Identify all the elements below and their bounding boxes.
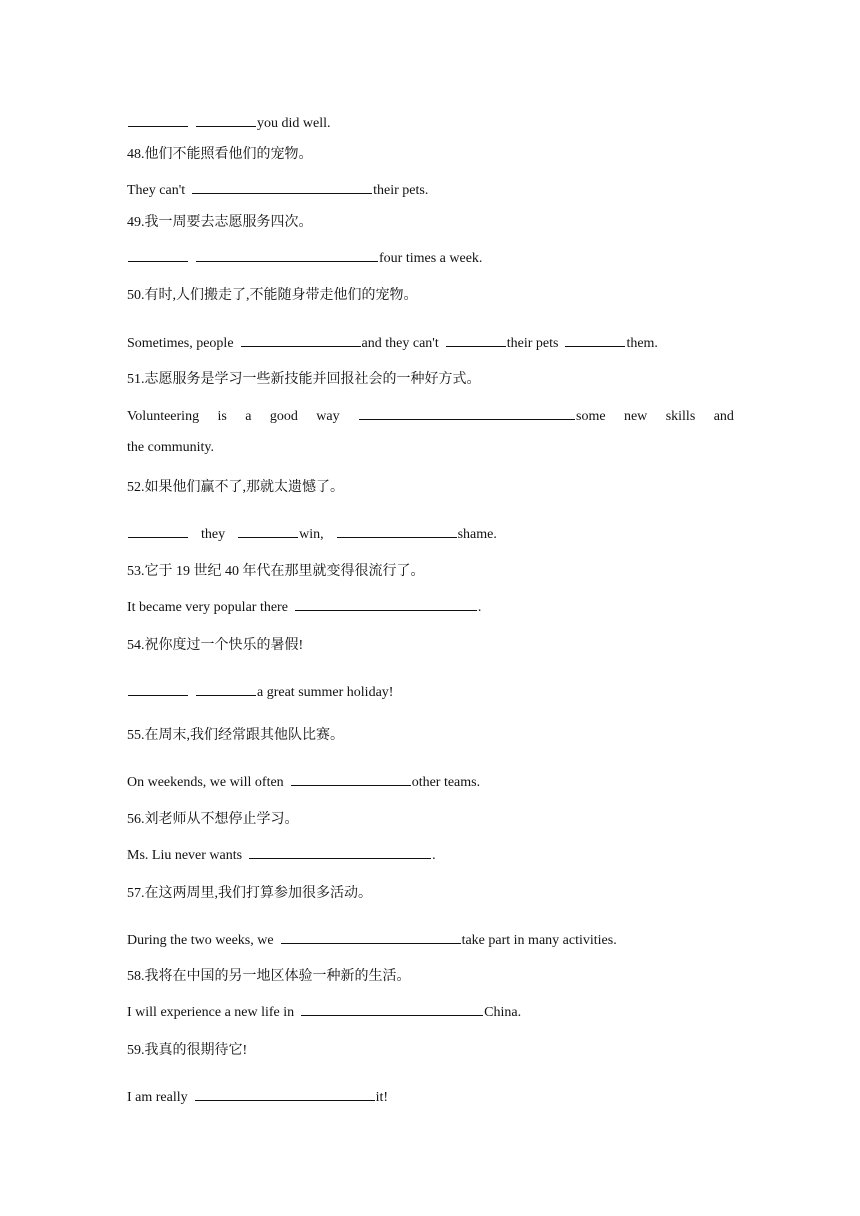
blank[interactable] — [241, 332, 361, 347]
answer-text: you did well. — [257, 116, 331, 131]
english-text: them. — [626, 336, 658, 351]
chinese-prompt: 我真的很期待它! — [144, 1043, 248, 1058]
blank[interactable] — [359, 405, 575, 420]
question-number: 48. — [127, 147, 145, 162]
english-text: shame. — [457, 527, 497, 542]
answer-line-50 — [127, 332, 734, 354]
english-word: new — [623, 409, 648, 424]
english-text: it! — [375, 1090, 389, 1105]
english-word: is — [217, 409, 227, 424]
question-number: 53. — [127, 564, 145, 579]
english-word: skills — [665, 409, 696, 424]
blank[interactable] — [301, 1001, 483, 1016]
blank[interactable] — [128, 681, 188, 696]
question-number: 55. — [127, 728, 145, 743]
answer-line-52 — [127, 523, 734, 545]
answer-line-48 — [127, 179, 734, 201]
question-54-chinese — [127, 636, 734, 656]
english-text: a great summer holiday! — [257, 685, 394, 700]
english-word: and — [713, 409, 734, 424]
answer-line-55 — [127, 771, 734, 793]
english-text: Sometimes, people — [127, 336, 234, 351]
answer-line-53 — [127, 596, 734, 618]
question-57-chinese — [127, 884, 734, 904]
blank[interactable] — [128, 247, 188, 262]
question-number: 52. — [127, 480, 145, 495]
answer-line-57 — [127, 929, 734, 951]
answer-line-49 — [127, 247, 734, 269]
english-text: . — [477, 600, 482, 615]
chinese-prompt: 在这两周里,我们打算参加很多活动。 — [144, 886, 372, 901]
chinese-prompt: 在周末,我们经常跟其他队比赛。 — [144, 728, 344, 743]
english-text: their pets. — [373, 183, 429, 198]
question-number: 50. — [127, 288, 145, 303]
question-59-chinese — [127, 1041, 734, 1061]
question-55-chinese — [127, 726, 734, 746]
blank[interactable] — [195, 1086, 375, 1101]
english-text: On weekends, we will often — [127, 775, 284, 790]
chinese-prompt: 刘老师从不想停止学习。 — [144, 812, 299, 827]
chinese-prompt: 我将在中国的另一地区体验一种新的生活。 — [144, 969, 411, 984]
blank[interactable] — [291, 771, 411, 786]
blank[interactable] — [249, 844, 431, 859]
question-number: 51. — [127, 372, 145, 387]
english-word: good — [269, 409, 298, 424]
question-number: 58. — [127, 969, 145, 984]
question-number: 49. — [127, 215, 145, 230]
english-word: way — [316, 409, 340, 424]
blank[interactable] — [565, 332, 625, 347]
english-text: four times a week. — [379, 251, 483, 266]
blank[interactable] — [295, 596, 477, 611]
question-56-chinese — [127, 810, 734, 830]
blank[interactable] — [196, 247, 378, 262]
chinese-prompt: 如果他们赢不了,那就太遗憾了。 — [144, 480, 344, 495]
english-word: Volunteering — [127, 409, 200, 424]
english-word: some — [576, 409, 606, 424]
question-51-chinese — [127, 370, 734, 390]
question-53-chinese — [127, 562, 734, 582]
blank[interactable] — [196, 681, 256, 696]
english-text: . — [432, 848, 436, 863]
blank[interactable] — [128, 523, 188, 538]
answer-line-58 — [127, 1001, 734, 1023]
question-52-chinese — [127, 478, 734, 498]
english-word: they — [201, 527, 226, 542]
english-text: their pets — [506, 336, 559, 351]
chinese-prompt: 它于 19 世纪 40 年代在那里就变得很流行了。 — [144, 564, 425, 579]
english-text: They can't — [127, 183, 186, 198]
english-text: other teams. — [411, 775, 481, 790]
chinese-prompt: 他们不能照看他们的宠物。 — [144, 147, 313, 162]
chinese-prompt: 志愿服务是学习一些新技能并回报社会的一种好方式。 — [144, 372, 481, 387]
blank[interactable] — [196, 112, 256, 127]
blank[interactable] — [192, 179, 372, 194]
blank[interactable] — [281, 929, 461, 944]
question-50-chinese — [127, 286, 734, 306]
english-word: a — [245, 409, 252, 424]
chinese-prompt: 有时,人们搬走了,不能随身带走他们的宠物。 — [144, 288, 418, 303]
question-number: 56. — [127, 812, 145, 827]
english-text: It became very popular there — [127, 600, 288, 615]
blank[interactable] — [238, 523, 298, 538]
answer-line-51-cont — [127, 438, 734, 458]
english-text: take part in many activities. — [461, 933, 617, 948]
question-49-chinese — [127, 213, 734, 233]
english-text: and they can't — [361, 336, 439, 351]
answer-line-59 — [127, 1086, 734, 1108]
answer-line-54 — [127, 681, 734, 703]
blank[interactable] — [128, 112, 188, 127]
english-text: I will experience a new life in — [127, 1005, 295, 1020]
question-number: 57. — [127, 886, 145, 901]
blank[interactable] — [446, 332, 506, 347]
question-58-chinese — [127, 967, 734, 987]
answer-line-47 — [127, 112, 734, 134]
blank[interactable] — [337, 523, 457, 538]
english-text: I am really — [127, 1090, 188, 1105]
answer-line-51 — [127, 405, 734, 427]
english-text: China. — [484, 1005, 522, 1020]
question-48-chinese — [127, 145, 734, 165]
english-text: During the two weeks, we — [127, 933, 274, 948]
question-number: 54. — [127, 638, 145, 653]
english-word: win, — [299, 527, 324, 542]
question-number: 59. — [127, 1043, 145, 1058]
english-text: Ms. Liu never wants — [127, 848, 243, 863]
chinese-prompt: 祝你度过一个快乐的暑假! — [144, 638, 304, 653]
answer-line-56 — [127, 844, 734, 866]
english-text: the community. — [127, 440, 214, 455]
chinese-prompt: 我一周要去志愿服务四次。 — [144, 215, 313, 230]
